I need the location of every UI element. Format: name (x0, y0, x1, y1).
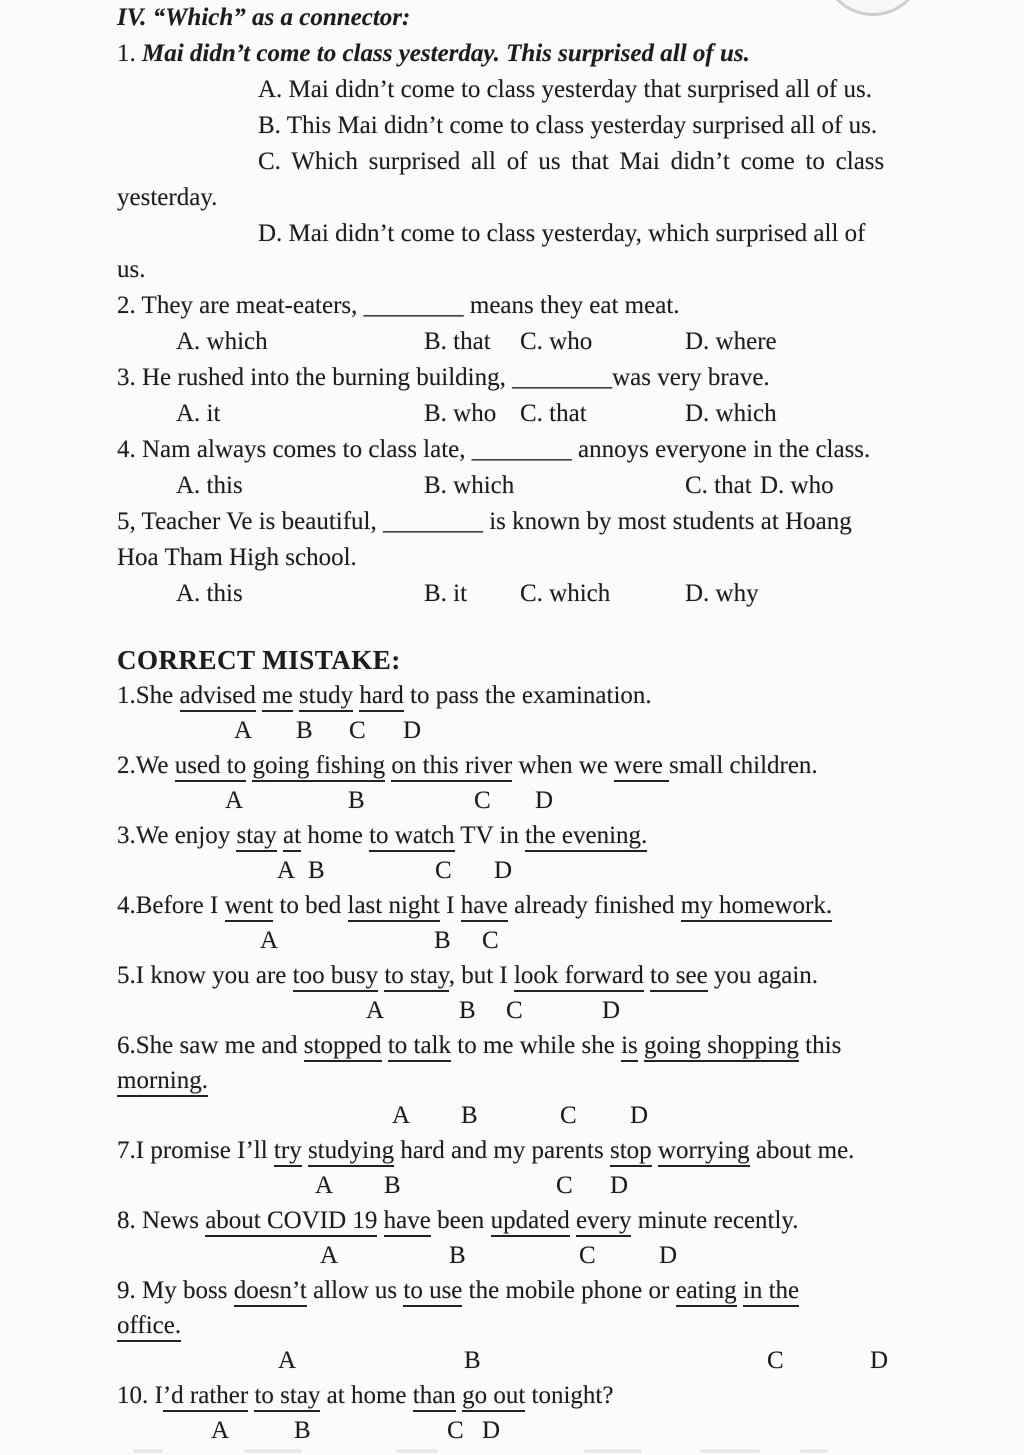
underlined-phrase: look forward (514, 962, 644, 992)
q1-option-b: B. This Mai didn’t come to class yesterday surprised all of us. (258, 112, 878, 139)
letter-c: C (556, 1172, 573, 1199)
underlined-phrase: doesn’t (234, 1277, 307, 1307)
text-segment: I (439, 892, 461, 919)
mistake-8-letters (0, 1238, 1024, 1273)
letter-d: D (870, 1347, 889, 1374)
q3-options-row (0, 396, 1024, 432)
letter-b: B (308, 857, 325, 884)
text-segment: allow us (306, 1277, 404, 1304)
q2-option-c: C. who (520, 328, 593, 355)
underlined-phrase: to use (403, 1277, 462, 1307)
text-segment: 10. I (117, 1382, 163, 1409)
mistake-7-letters (0, 1168, 1024, 1203)
letter-b: B (449, 1242, 466, 1269)
underlined-phrase: updated (491, 1207, 570, 1237)
underlined-phrase: stop (610, 1137, 652, 1167)
underlined-phrase: have (461, 892, 508, 922)
underlined-phrase: to stay (384, 962, 448, 992)
underlined-phrase: at (283, 822, 301, 852)
q2-option-a: A. which (176, 328, 268, 355)
mistake-5-letters (0, 993, 1024, 1028)
letter-d: D (403, 717, 422, 744)
question-5-line2: Hoa Tham High school. (117, 544, 357, 571)
cutoff-text-fragment (700, 1449, 760, 1453)
letter-a: A (278, 1347, 297, 1374)
letter-a: A (225, 787, 244, 814)
underlined-phrase: study (299, 682, 353, 712)
underlined-phrase: used to (175, 752, 247, 782)
mistake-5 (0, 958, 1024, 993)
correct-mistake-title: CORRECT MISTAKE: (117, 645, 401, 675)
question-3: 3. He rushed into the burning building, ________was very brave. (117, 364, 770, 391)
q3-option-d: D. which (685, 400, 777, 427)
text-segment: 3.We enjoy (117, 822, 237, 849)
underlined-phrase: morning. (117, 1067, 208, 1097)
letter-b: B (459, 997, 476, 1024)
underlined-phrase: to talk (388, 1032, 451, 1062)
mistake-9-letters (0, 1343, 1024, 1378)
text-segment: 5.I know you are (117, 962, 293, 989)
q3-option-a: A. it (176, 400, 221, 427)
q1-option-d-line2: us. (117, 256, 146, 283)
mistake-3-letters (0, 853, 1024, 888)
text-segment: about me. (749, 1137, 855, 1164)
letter-b: B (294, 1417, 311, 1444)
mistake-9-line2 (0, 1308, 1024, 1343)
text-segment: the mobile phone or (462, 1277, 676, 1304)
text-segment (652, 1137, 658, 1164)
text-segment: this (798, 1032, 842, 1059)
cutoff-text-fragment (244, 1449, 302, 1453)
section-gap (0, 612, 1024, 643)
question-2: 2. They are meat-eaters, ________ means they eat meat. (117, 292, 680, 319)
q2-options-row (0, 324, 1024, 360)
text-segment (377, 1207, 383, 1234)
underlined-phrase: my homework. (681, 892, 832, 922)
correct-mistake-section (0, 643, 1024, 1448)
letter-c: C (506, 997, 523, 1024)
cutoff-text-fragment (800, 1449, 828, 1453)
underlined-phrase: about COVID 19 (205, 1207, 377, 1237)
letter-a: A (320, 1242, 339, 1269)
underlined-phrase: to see (650, 962, 708, 992)
q2-option-d: D. where (685, 328, 777, 355)
mistake-1 (0, 678, 1024, 713)
letter-a: A (392, 1102, 411, 1129)
letter-d: D (494, 857, 513, 884)
underlined-phrase: office. (117, 1312, 181, 1342)
underlined-phrase: stay (236, 822, 276, 852)
underlined-phrase: is (621, 1032, 638, 1062)
text-segment: home (301, 822, 370, 849)
text-segment: 1.She (117, 682, 180, 709)
cutoff-text-fragment (396, 1449, 438, 1453)
letter-b: B (461, 1102, 478, 1129)
underlined-phrase: stopped (304, 1032, 382, 1062)
text-segment: minute recently. (631, 1207, 799, 1234)
q5-option-c: C. which (520, 580, 611, 607)
letter-c: C (767, 1347, 784, 1374)
q2-option-b: B. that (424, 328, 491, 355)
underlined-phrase: ’d rather (163, 1382, 248, 1412)
letter-d: D (659, 1242, 678, 1269)
text-segment: 6.She saw me and (117, 1032, 304, 1059)
text-segment: 2.We (117, 752, 175, 779)
letter-a: A (260, 927, 279, 954)
mistake-6-line1 (0, 1028, 1024, 1063)
q1-option-c-line1: C. Which surprised all of us that Mai didn’t come to class (258, 148, 885, 175)
text-segment (382, 1032, 388, 1059)
mistake-7 (0, 1133, 1024, 1168)
text-segment: at home (320, 1382, 413, 1409)
underlined-phrase: on this river (391, 752, 512, 782)
letter-b: B (434, 927, 451, 954)
text-segment: small children. (669, 752, 818, 779)
letter-a: A (277, 857, 296, 884)
letter-d: D (610, 1172, 629, 1199)
underlined-phrase: worrying (658, 1137, 750, 1167)
letter-b: B (384, 1172, 401, 1199)
text-segment: already finished (507, 892, 681, 919)
mistake-8 (0, 1203, 1024, 1238)
question-5-line1: 5, Teacher Ve is beautiful, ________ is known by most students at Hoang (117, 508, 852, 535)
letter-d: D (630, 1102, 649, 1129)
question-1 (0, 36, 1024, 72)
text-segment: to bed (273, 892, 348, 919)
letter-c: C (560, 1102, 577, 1129)
underlined-phrase: to watch (369, 822, 454, 852)
question-4: 4. Nam always comes to class late, ________ annoys everyone in the class. (117, 436, 871, 463)
mistake-10-letters (0, 1413, 1024, 1448)
text-segment: to me while she (451, 1032, 622, 1059)
underlined-phrase: the evening. (525, 822, 647, 852)
letter-d: D (482, 1417, 501, 1444)
mistake-3 (0, 818, 1024, 853)
text-segment: been (430, 1207, 491, 1234)
text-segment: 8. News (117, 1207, 206, 1234)
underlined-phrase: every (576, 1207, 632, 1237)
text-segment: , but I (448, 962, 514, 989)
underlined-phrase: were (614, 752, 669, 782)
underlined-phrase: going fishing (252, 752, 385, 782)
text-segment: 9. My boss (117, 1277, 234, 1304)
letter-c: C (435, 857, 452, 884)
underlined-phrase: in the (743, 1277, 799, 1307)
q1-option-d-line1: D. Mai didn’t come to class yesterday, which surprised all of (258, 220, 866, 247)
mistake-4-letters (0, 923, 1024, 958)
letter-b: B (464, 1347, 481, 1374)
underlined-phrase: eating (676, 1277, 737, 1307)
text-segment (293, 682, 299, 709)
text-segment (737, 1277, 743, 1304)
letter-b: B (296, 717, 313, 744)
q5-option-a: A. this (176, 580, 243, 607)
q4-options-row (0, 468, 1024, 504)
mistake-1-letters (0, 713, 1024, 748)
letter-c: C (349, 717, 366, 744)
text-segment: 7.I promise I’ll (117, 1137, 274, 1164)
mistake-10 (0, 1378, 1024, 1413)
cutoff-text-fragment (584, 1449, 642, 1453)
underlined-phrase: going shopping (644, 1032, 799, 1062)
letter-c: C (474, 787, 491, 814)
q4-option-b: B. which (424, 472, 515, 499)
mistake-9-line1 (0, 1273, 1024, 1308)
mistake-2-letters (0, 783, 1024, 818)
text-segment: 4.Before I (117, 892, 225, 919)
underlined-phrase: went (225, 892, 274, 922)
q4-option-d: D. who (760, 472, 834, 499)
letter-a: A (211, 1417, 230, 1444)
underlined-phrase: hard (359, 682, 403, 712)
underlined-phrase: last night (348, 892, 440, 922)
question-1-number: 1. (117, 40, 142, 67)
underlined-phrase: me (262, 682, 293, 712)
underlined-phrase: than (413, 1382, 456, 1412)
mistake-2 (0, 748, 1024, 783)
text-segment: to pass the examination. (403, 682, 652, 709)
letter-c: C (482, 927, 499, 954)
section-iv-title: IV. “Which” as a connector: (117, 4, 411, 31)
q4-option-a: A. this (176, 472, 243, 499)
mistake-6-letters (0, 1098, 1024, 1133)
q3-option-c: C. that (520, 400, 587, 427)
underlined-phrase: advised (180, 682, 256, 712)
letter-d: D (602, 997, 621, 1024)
letter-a: A (366, 997, 385, 1024)
text-segment: you again. (707, 962, 819, 989)
q5-options-row (0, 576, 1024, 612)
mistake-6-line2 (0, 1063, 1024, 1098)
q5-option-b: B. it (424, 580, 468, 607)
q4-option-c: C. that (685, 472, 752, 499)
letter-c: C (579, 1242, 596, 1269)
underlined-phrase: studying (308, 1137, 394, 1167)
q5-option-d: D. why (685, 580, 759, 607)
underlined-phrase: go out (462, 1382, 525, 1412)
underlined-phrase: to stay (254, 1382, 320, 1412)
q1-option-c-line2: yesterday. (117, 184, 218, 211)
letter-c: C (447, 1417, 464, 1444)
text-segment: tonight? (525, 1382, 614, 1409)
question-1-text: Mai didn’t come to class yesterday. This surprised all of us. (142, 40, 750, 67)
text-segment: hard and my parents (394, 1137, 610, 1164)
letter-a: A (315, 1172, 334, 1199)
mistake-4 (0, 888, 1024, 923)
letter-d: D (535, 787, 554, 814)
underlined-phrase: too busy (293, 962, 378, 992)
letter-a: A (234, 717, 253, 744)
underlined-phrase: have (384, 1207, 431, 1237)
underlined-phrase: try (274, 1137, 302, 1167)
q3-option-b: B. who (424, 400, 497, 427)
text-segment: TV in (454, 822, 526, 849)
text-segment: when we (512, 752, 615, 779)
cutoff-text-fragment (133, 1449, 163, 1453)
q1-option-a: A. Mai didn’t come to class yesterday that surprised all of us. (258, 76, 872, 103)
letter-b: B (348, 787, 365, 814)
